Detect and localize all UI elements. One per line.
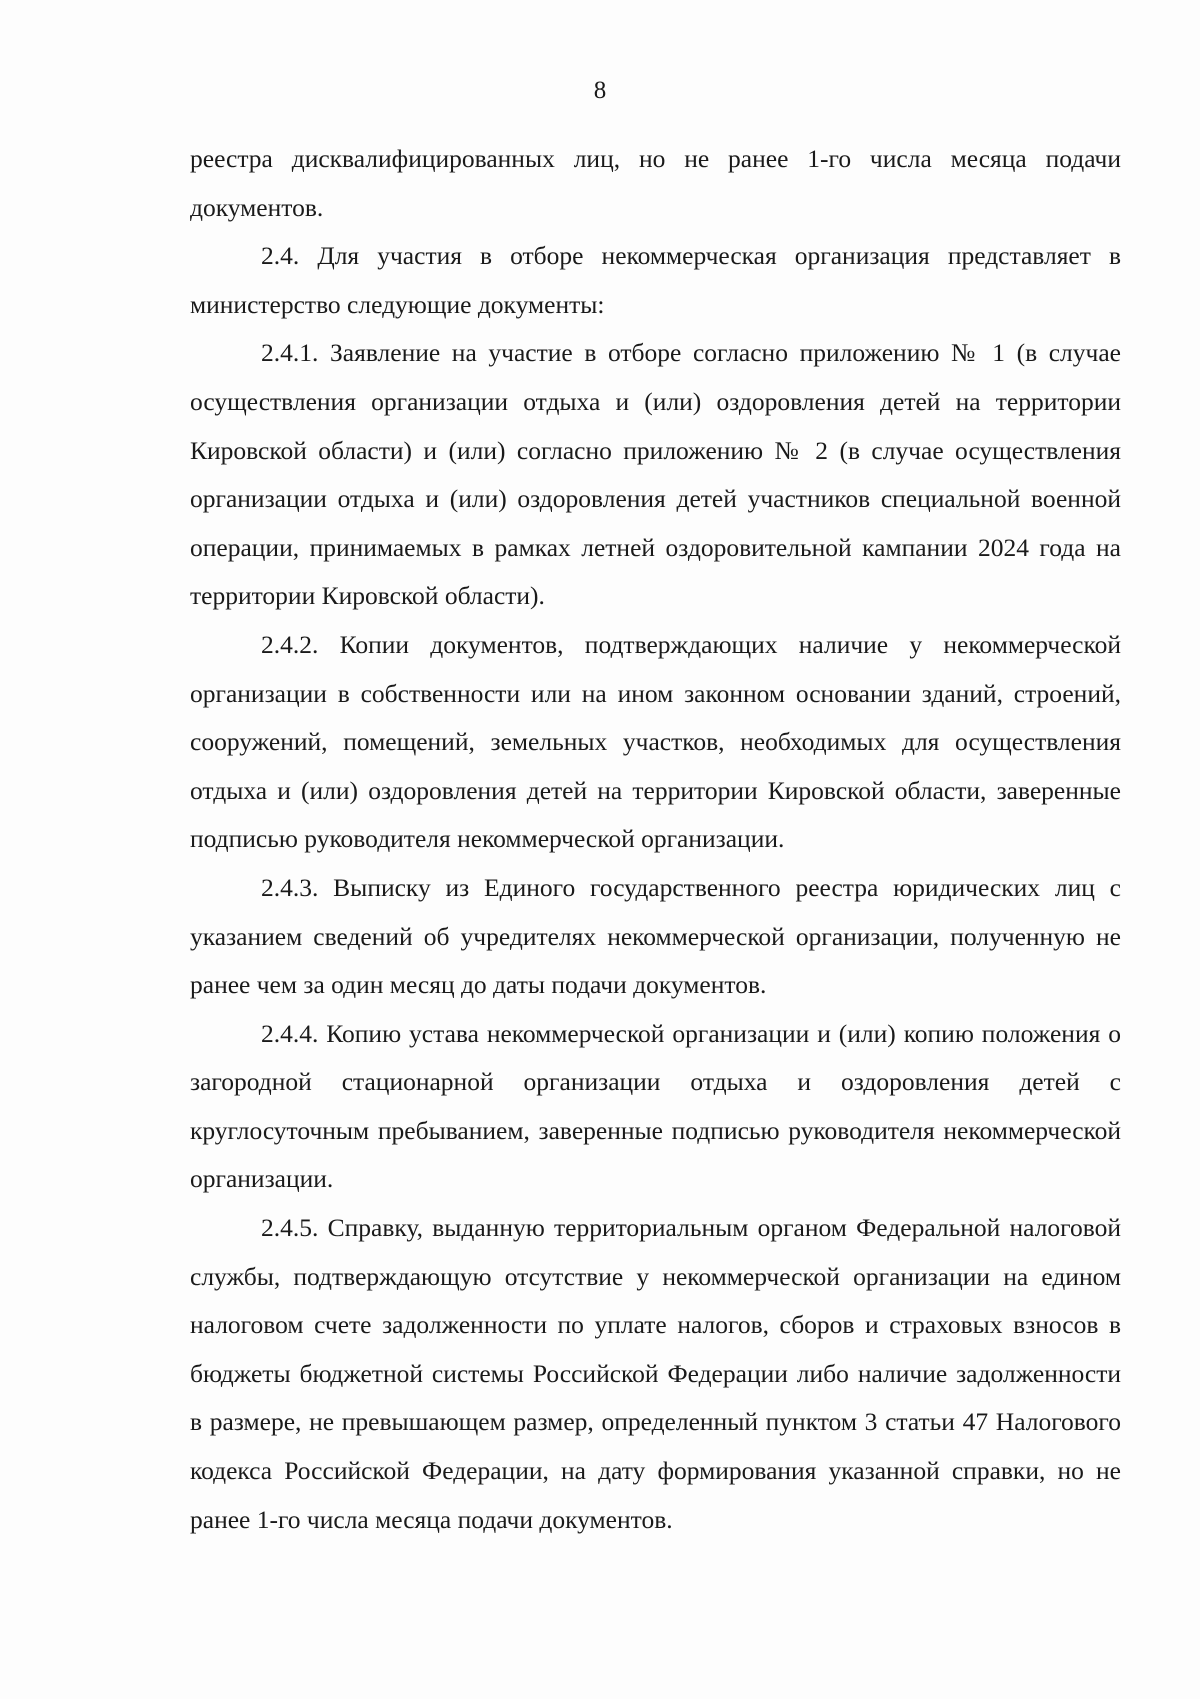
document-body xyxy=(190,135,1121,1544)
page-number: 8 xyxy=(593,77,607,104)
paragraph-2-4-2: 2.4.2. Копии документов, подтверждающих наличие у некоммерческой организации в собственности или на ином законном основании зданий, строений, сооружений, помещений, земельных участков, необходимых для осуществления отдыха и (или) оздоровления детей на территории Кировской области, заверенные подписью руководителя некоммерческой организации. xyxy=(190,629,1121,854)
paragraph-2-4-5: 2.4.5. Справку, выданную территориальным органом Федеральной налоговой службы, подтверждающую отсутствие у некоммерческой организации на едином налоговом счете задолженности по уплате налогов, сборов и страховых взносов в бюджеты бюджетной системы Российской Федерации либо наличие задолженности в размере, не превышающем размер, определенный пунктом 3 статьи 47 Налогового кодекса Российской Федерации, на дату формирования указанной справки, но не ранее 1-го числа месяца подачи документов. xyxy=(190,1213,1121,1534)
paragraph-2-4: 2.4. Для участия в отборе некоммерческая организация представляет в министерство следующие документы: xyxy=(190,241,1121,319)
paragraph-2-4-1: 2.4.1. Заявление на участие в отборе согласно приложению № 1 (в случае осуществления организации отдыха и (или) оздоровления детей на территории Кировской области) и (или) согласно приложению № 2 (в случае осуществления организации отдыха и (или) оздоровления детей участников специальной военной операции, принимаемых в рамках летней оздоровительной кампании 2024 года на территории Кировской области). xyxy=(190,338,1121,611)
paragraph-2-4-3: 2.4.3. Выписку из Единого государственного реестра юридических лиц с указанием сведений об учредителях некоммерческой организации, полученную не ранее чем за один месяц до даты подачи документов. xyxy=(190,872,1121,1000)
paragraph-2-4-4: 2.4.4. Копию устава некоммерческой организации и (или) копию положения о загородной стационарной организации отдыха и оздоровления детей с круглосуточным пребыванием, заверенные подписью руководителя некоммерческой организации. xyxy=(190,1018,1121,1194)
paragraph-continuation: реестра дисквалифицированных лиц, но не ранее 1-го числа месяца подачи документов. xyxy=(190,144,1121,222)
